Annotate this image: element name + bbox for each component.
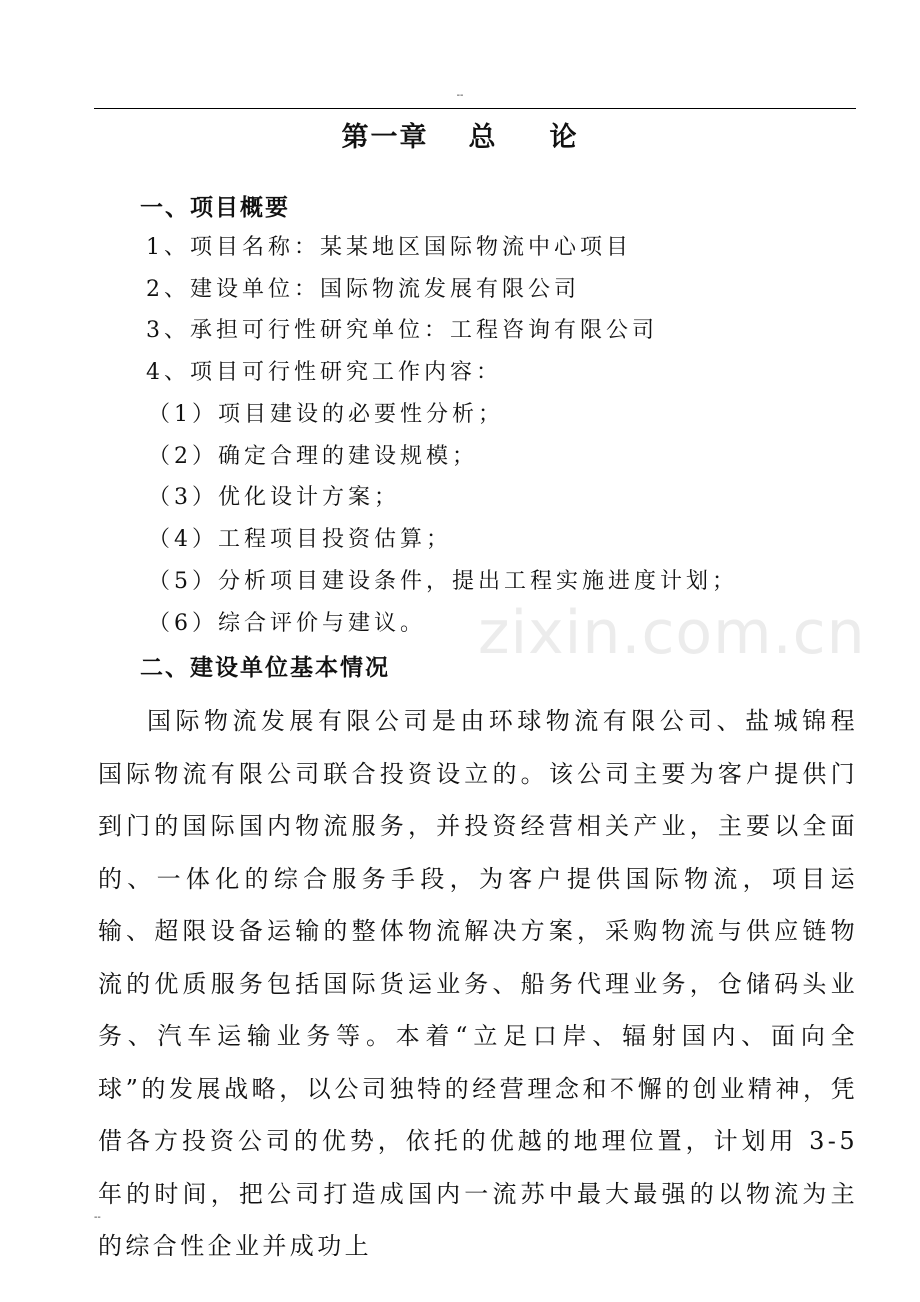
list-item: 4、项目可行性研究工作内容： xyxy=(146,360,502,385)
list-item: 2、建设单位：国际物流发展有限公司 xyxy=(146,277,580,302)
sub-list-item: （3）优化设计方案； xyxy=(148,485,400,510)
sub-list-item: （4）工程项目投资估算； xyxy=(148,527,452,552)
chapter-title-word-1: 总 xyxy=(468,122,498,153)
watermark: zixin.com.cn xyxy=(478,598,866,668)
section-heading-2: 二、建设单位基本情况 xyxy=(140,655,390,681)
list-item: 3、承担可行性研究单位：工程咨询有限公司 xyxy=(146,318,658,343)
chapter-title-number: 第一章 xyxy=(341,122,429,153)
body-paragraph: 国际物流发展有限公司是由环球物流有限公司、盐城锦程国际物流有限公司联合投资设立的。该公司主要为客户提供门到门的国际国内物流服务，并投资经营相关产业，主要以全面的、一体化的综合服务手段，为客户提供国际物流，项目运输、超限设备运输的整体物流解决方案，采购物流与供应链物流的优质服务包括国际货运业务、船务代理业务，仓储码头业务、汽车运输业务等。本着“立足口岸、辐射国内、面向全球”的发展战略，以公司独特的经营理念和不懈的创业精神，凭借各方投资公司的优势，依托的优越的地理位置，计划用 3-5 年的时间，把公司打造成国内一流苏中最大最强的以物流为主的综合性企业并成功上 xyxy=(98,707,858,1260)
sub-list-item: （5）分析项目建设条件，提出工程实施进度计划； xyxy=(148,569,738,594)
section-heading-1: 一、项目概要 xyxy=(140,195,290,221)
header-rule xyxy=(94,108,856,109)
header-mark: -- xyxy=(456,90,464,101)
chapter-title-word-2: 论 xyxy=(549,122,579,153)
sub-list-item: （2）确定合理的建设规模； xyxy=(148,444,478,469)
chapter-title xyxy=(0,116,920,160)
list-item: 1、项目名称：某某地区国际物流中心项目 xyxy=(146,235,632,260)
sub-list-item: （6）综合评价与建议。 xyxy=(148,611,426,636)
sub-list-item: （1）项目建设的必要性分析； xyxy=(148,402,504,427)
footer-mark: -- xyxy=(94,1212,101,1223)
